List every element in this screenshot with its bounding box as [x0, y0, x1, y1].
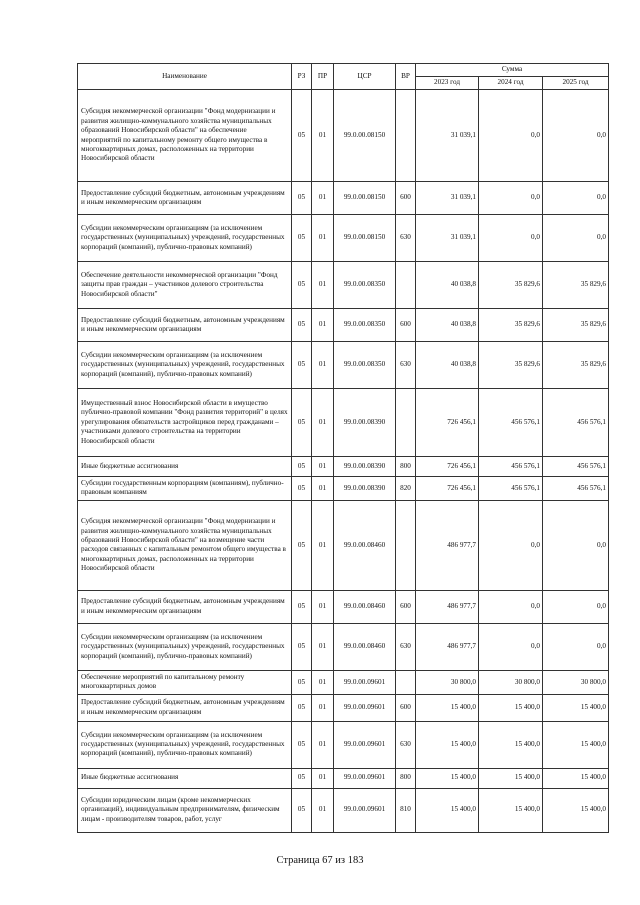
- row-csr: 99.0.00.08460: [334, 590, 396, 623]
- table-row: [78, 500, 609, 590]
- table-row: [78, 623, 609, 670]
- row-vr: 630: [396, 623, 416, 670]
- row-name: Иные бюджетные ассигнования: [78, 768, 292, 788]
- row-csr: 99.0.00.08390: [334, 457, 396, 477]
- header-year-2024: 2024 год: [479, 77, 543, 90]
- row-vr: [396, 670, 416, 694]
- table-row: [78, 788, 609, 832]
- row-2025: 456 576,1: [543, 477, 609, 501]
- row-2025: 35 829,6: [543, 262, 609, 309]
- row-2024: 0,0: [479, 182, 543, 215]
- row-2024: 15 400,0: [479, 788, 543, 832]
- row-csr: 99.0.00.08390: [334, 389, 396, 457]
- row-name: Субсидии некоммерческим организациям (за исключением государственных (муниципальных) учреждений, государственных корпораций (компаний), публично-правовых компаний): [78, 623, 292, 670]
- row-2024: 0,0: [479, 590, 543, 623]
- table-header: [78, 64, 609, 90]
- row-2023: 15 400,0: [416, 768, 479, 788]
- row-vr: [396, 90, 416, 182]
- row-rz: 05: [292, 457, 312, 477]
- header-year-2023: 2023 год: [416, 77, 479, 90]
- row-rz: 05: [292, 389, 312, 457]
- row-name: Субсидии некоммерческим организациям (за исключением государственных (муниципальных) учреждений, государственных корпораций (компаний), публично-правовых компаний): [78, 342, 292, 389]
- row-2025: 456 576,1: [543, 389, 609, 457]
- row-2023: 40 038,8: [416, 309, 479, 342]
- row-csr: 99.0.00.09601: [334, 768, 396, 788]
- row-vr: [396, 262, 416, 309]
- row-2025: 30 800,0: [543, 670, 609, 694]
- row-vr: 800: [396, 457, 416, 477]
- row-pr: 01: [312, 694, 334, 721]
- row-2024: 0,0: [479, 623, 543, 670]
- row-2025: 456 576,1: [543, 457, 609, 477]
- row-csr: 99.0.00.09601: [334, 670, 396, 694]
- table-row: [78, 182, 609, 215]
- row-2023: 40 038,8: [416, 342, 479, 389]
- row-csr: 99.0.00.09601: [334, 788, 396, 832]
- row-pr: 01: [312, 342, 334, 389]
- row-2023: 40 038,8: [416, 262, 479, 309]
- row-2025: 15 400,0: [543, 768, 609, 788]
- row-2025: 15 400,0: [543, 721, 609, 768]
- row-rz: 05: [292, 623, 312, 670]
- row-pr: 01: [312, 262, 334, 309]
- row-2025: 35 829,6: [543, 309, 609, 342]
- table-row: [78, 215, 609, 262]
- row-vr: 600: [396, 182, 416, 215]
- row-rz: 05: [292, 215, 312, 262]
- row-csr: 99.0.00.08150: [334, 90, 396, 182]
- row-2023: 15 400,0: [416, 788, 479, 832]
- row-rz: 05: [292, 182, 312, 215]
- row-rz: 05: [292, 694, 312, 721]
- row-vr: 600: [396, 694, 416, 721]
- row-csr: 99.0.00.08350: [334, 262, 396, 309]
- row-pr: 01: [312, 215, 334, 262]
- row-pr: 01: [312, 788, 334, 832]
- row-2025: 15 400,0: [543, 694, 609, 721]
- row-pr: 01: [312, 590, 334, 623]
- row-vr: 800: [396, 768, 416, 788]
- table-body: [78, 90, 609, 833]
- row-2024: 35 829,6: [479, 262, 543, 309]
- row-2023: 726 456,1: [416, 477, 479, 501]
- row-vr: 630: [396, 215, 416, 262]
- row-rz: 05: [292, 90, 312, 182]
- row-name: Предоставление субсидий бюджетным, автономным учреждениям и иным некоммерческим организациям: [78, 309, 292, 342]
- row-2024: 456 576,1: [479, 457, 543, 477]
- row-pr: 01: [312, 670, 334, 694]
- row-2023: 31 039,1: [416, 182, 479, 215]
- table-row: [78, 262, 609, 309]
- row-csr: 99.0.00.09601: [334, 694, 396, 721]
- row-2023: 726 456,1: [416, 389, 479, 457]
- row-2024: 0,0: [479, 90, 543, 182]
- row-pr: 01: [312, 389, 334, 457]
- row-2024: 456 576,1: [479, 389, 543, 457]
- row-2025: 15 400,0: [543, 788, 609, 832]
- header-rz: РЗ: [292, 64, 312, 90]
- row-vr: 630: [396, 342, 416, 389]
- row-name: Предоставление субсидий бюджетным, автономным учреждениям и иным некоммерческим организациям: [78, 182, 292, 215]
- row-pr: 01: [312, 309, 334, 342]
- row-name: Иные бюджетные ассигнования: [78, 457, 292, 477]
- row-csr: 99.0.00.08350: [334, 309, 396, 342]
- row-name: Предоставление субсидий бюджетным, автономным учреждениям и иным некоммерческим организациям: [78, 694, 292, 721]
- table-row: [78, 90, 609, 182]
- table-row: [78, 768, 609, 788]
- row-name: Предоставление субсидий бюджетным, автономным учреждениям и иным некоммерческим организациям: [78, 590, 292, 623]
- row-name: Субсидии некоммерческим организациям (за исключением государственных (муниципальных) учреждений, государственных корпораций (компаний), публично-правовых компаний): [78, 721, 292, 768]
- row-2023: 486 977,7: [416, 623, 479, 670]
- row-2024: 15 400,0: [479, 694, 543, 721]
- header-csr: ЦСР: [334, 64, 396, 90]
- row-csr: 99.0.00.08460: [334, 500, 396, 590]
- header-vr: ВР: [396, 64, 416, 90]
- row-vr: [396, 389, 416, 457]
- row-2023: 30 800,0: [416, 670, 479, 694]
- row-rz: 05: [292, 342, 312, 389]
- row-vr: 600: [396, 590, 416, 623]
- page-number: Страница 67 из 183: [276, 855, 364, 866]
- row-name: Субсидии некоммерческим организациям (за исключением государственных (муниципальных) учреждений, государственных корпораций (компаний), публично-правовых компаний): [78, 215, 292, 262]
- table-row: [78, 721, 609, 768]
- header-pr: ПР: [312, 64, 334, 90]
- row-csr: 99.0.00.08150: [334, 182, 396, 215]
- header-sums: Сумма: [416, 64, 609, 77]
- row-2024: 0,0: [479, 215, 543, 262]
- budget-table-container: [77, 63, 608, 833]
- row-name: Имущественный взнос Новосибирской области в имущество публично-правовой компании "Фонд развития территорий" в целях урегулирования обязательств застройщиков перед гражданами – участниками долевого строительства на территории Новосибирской области: [78, 389, 292, 457]
- row-2024: 35 829,6: [479, 342, 543, 389]
- row-2024: 0,0: [479, 500, 543, 590]
- row-2024: 456 576,1: [479, 477, 543, 501]
- row-name: Субсидия некоммерческой организации "Фонд модернизации и развития жилищно-коммунального хозяйства муниципальных образований Новосибирской области" на обеспечение мероприятий по капитальному ремонту общего имущества в многоквартирных домах, расположенных на территории Новосибирской области: [78, 90, 292, 182]
- table-row: [78, 477, 609, 501]
- row-vr: 810: [396, 788, 416, 832]
- table-row: [78, 309, 609, 342]
- row-2023: 31 039,1: [416, 90, 479, 182]
- table-row: [78, 694, 609, 721]
- row-2023: 726 456,1: [416, 457, 479, 477]
- row-2023: 15 400,0: [416, 694, 479, 721]
- row-name: Субсидия некоммерческой организации "Фонд модернизации и развития жилищно-коммунального хозяйства муниципальных образований Новосибирской области" на возмещение части расходов связанных с капитальным ремонтом общего имущества в многоквартирных домах, расположенных на территории Новосибирской области: [78, 500, 292, 590]
- budget-table: [77, 63, 609, 833]
- row-rz: 05: [292, 768, 312, 788]
- row-vr: 600: [396, 309, 416, 342]
- row-2024: 15 400,0: [479, 768, 543, 788]
- table-row: [78, 457, 609, 477]
- row-rz: 05: [292, 590, 312, 623]
- row-rz: 05: [292, 721, 312, 768]
- row-2025: 0,0: [543, 215, 609, 262]
- row-2023: 486 977,7: [416, 500, 479, 590]
- row-pr: 01: [312, 721, 334, 768]
- row-rz: 05: [292, 262, 312, 309]
- row-2025: 0,0: [543, 590, 609, 623]
- row-name: Субсидии государственным корпорациям (компаниям), публично-правовым компаниям: [78, 477, 292, 501]
- row-pr: 01: [312, 90, 334, 182]
- row-2024: 35 829,6: [479, 309, 543, 342]
- header-name: Наименование: [78, 64, 292, 90]
- row-pr: 01: [312, 477, 334, 501]
- row-rz: 05: [292, 500, 312, 590]
- row-2025: 0,0: [543, 90, 609, 182]
- row-name: Субсидии юридическим лицам (кроме некоммерческих организаций), индивидуальным предпринимателям, физическим лицам - производителям товаров, работ, услуг: [78, 788, 292, 832]
- row-rz: 05: [292, 670, 312, 694]
- row-rz: 05: [292, 309, 312, 342]
- row-vr: 630: [396, 721, 416, 768]
- row-csr: 99.0.00.08350: [334, 342, 396, 389]
- row-pr: 01: [312, 457, 334, 477]
- row-pr: 01: [312, 182, 334, 215]
- row-name: Обеспечение деятельности некоммерческой организации "Фонд защиты прав граждан – участников долевого строительства Новосибирской области": [78, 262, 292, 309]
- row-2025: 0,0: [543, 623, 609, 670]
- row-2023: 31 039,1: [416, 215, 479, 262]
- row-2025: 0,0: [543, 182, 609, 215]
- table-row: [78, 670, 609, 694]
- table-row: [78, 389, 609, 457]
- row-2023: 15 400,0: [416, 721, 479, 768]
- row-csr: 99.0.00.09601: [334, 721, 396, 768]
- row-pr: 01: [312, 623, 334, 670]
- row-csr: 99.0.00.08460: [334, 623, 396, 670]
- row-csr: 99.0.00.08150: [334, 215, 396, 262]
- row-2025: 0,0: [543, 500, 609, 590]
- row-2024: 15 400,0: [479, 721, 543, 768]
- row-2023: 486 977,7: [416, 590, 479, 623]
- row-vr: [396, 500, 416, 590]
- table-row: [78, 590, 609, 623]
- row-pr: 01: [312, 768, 334, 788]
- header-year-2025: 2025 год: [543, 77, 609, 90]
- row-name: Обеспечение мероприятий по капитальному ремонту многоквартирных домов: [78, 670, 292, 694]
- table-row: [78, 342, 609, 389]
- row-csr: 99.0.00.08390: [334, 477, 396, 501]
- row-rz: 05: [292, 788, 312, 832]
- row-2024: 30 800,0: [479, 670, 543, 694]
- row-pr: 01: [312, 500, 334, 590]
- row-vr: 820: [396, 477, 416, 501]
- row-2025: 35 829,6: [543, 342, 609, 389]
- row-rz: 05: [292, 477, 312, 501]
